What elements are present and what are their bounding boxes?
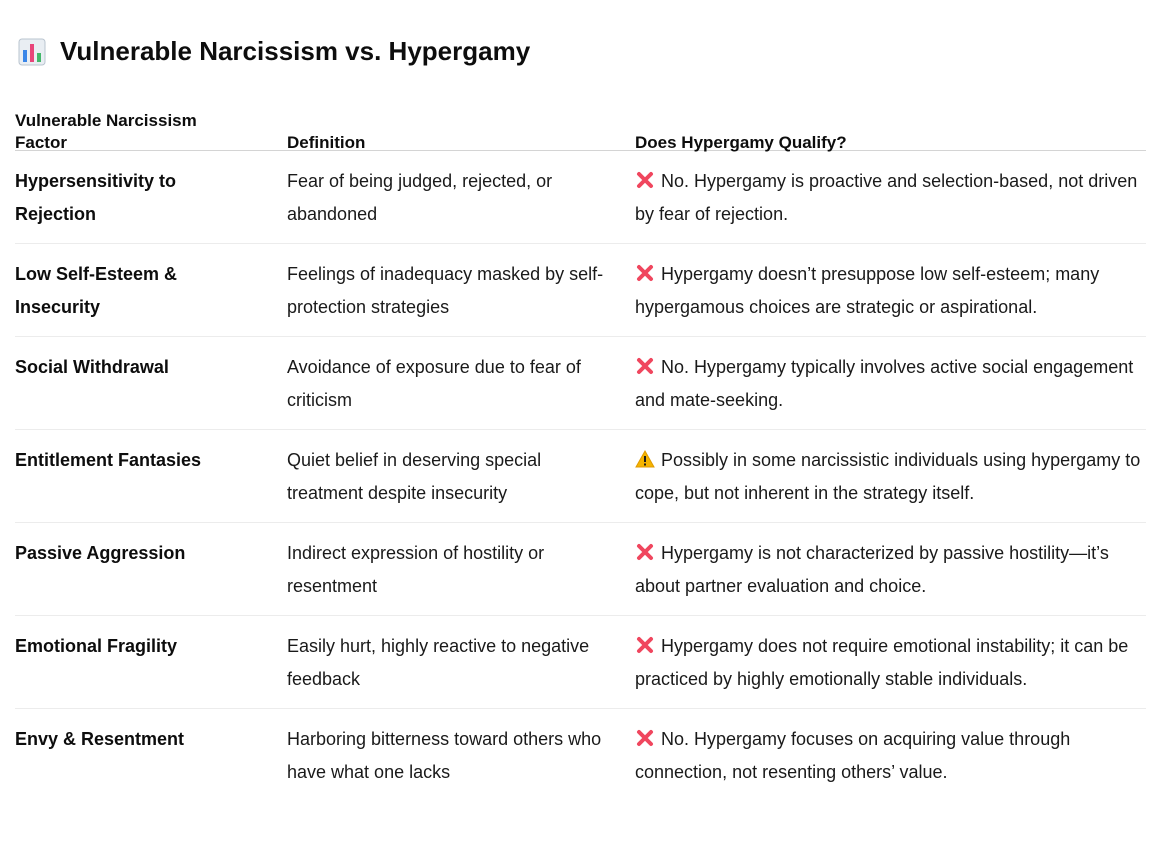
definition-cell: Harboring bitterness toward others who have what one lacks	[287, 729, 602, 782]
qualifies-cell	[635, 244, 1146, 337]
header-factor: Vulnerable Narcissism Factor	[15, 111, 197, 152]
comparison-table	[15, 96, 1146, 802]
table-row	[15, 337, 1146, 430]
factor-cell: Passive Aggression	[15, 543, 186, 563]
header-qualifies: Does Hypergamy Qualify?	[635, 133, 847, 152]
factor-cell: Hypersensitivity to Rejection	[15, 171, 177, 224]
table-row	[15, 523, 1146, 616]
cross-mark-icon	[635, 728, 661, 748]
cross-mark-icon	[635, 263, 661, 283]
warning-icon	[635, 449, 661, 469]
definition-cell: Fear of being judged, rejected, or abandoned	[287, 171, 553, 224]
qualifies-cell	[635, 430, 1146, 523]
page-title-block	[18, 36, 530, 67]
qualifies-cell	[635, 337, 1146, 430]
qualifies-text: Hypergamy does not require emotional instability; it can be practiced by highly emotionally stable individuals.	[635, 636, 1129, 689]
table-row	[15, 244, 1146, 337]
definition-cell: Feelings of inadequacy masked by self-protection strategies	[287, 264, 604, 317]
page-title: Vulnerable Narcissism vs. Hypergamy	[60, 36, 531, 66]
factor-cell: Social Withdrawal	[15, 357, 169, 377]
table-row	[15, 151, 1146, 244]
cross-mark-icon	[635, 170, 661, 190]
definition-cell: Indirect expression of hostility or resentment	[287, 543, 545, 596]
header-definition: Definition	[287, 133, 366, 152]
qualifies-text: Possibly in some narcissistic individuals using hypergamy to cope, but not inherent in the strategy itself.	[635, 450, 1141, 503]
qualifies-text: Hypergamy doesn’t presuppose low self-esteem; many hypergamous choices are strategic or aspirational.	[635, 264, 1100, 317]
qualifies-cell	[635, 151, 1146, 244]
table-header-row	[15, 96, 1146, 151]
qualifies-cell	[635, 616, 1146, 709]
factor-cell: Emotional Fragility	[15, 636, 178, 656]
definition-cell: Easily hurt, highly reactive to negative feedback	[287, 636, 590, 689]
bar-chart-icon	[18, 38, 46, 66]
cross-mark-icon	[635, 635, 661, 655]
cross-mark-icon	[635, 356, 661, 376]
qualifies-text: Hypergamy is not characterized by passive hostility—it’s about partner evaluation and choice.	[635, 543, 1109, 596]
definition-cell: Quiet belief in deserving special treatment despite insecurity	[287, 450, 542, 503]
cross-mark-icon	[635, 542, 661, 562]
qualifies-cell	[635, 523, 1146, 616]
factor-cell: Envy & Resentment	[15, 729, 185, 749]
table-row	[15, 709, 1146, 802]
factor-cell: Entitlement Fantasies	[15, 450, 202, 470]
table-row	[15, 430, 1146, 523]
qualifies-text: No. Hypergamy focuses on acquiring value through connection, not resenting others’ value.	[635, 729, 1071, 782]
qualifies-text: No. Hypergamy is proactive and selection-based, not driven by fear of rejection.	[635, 171, 1138, 224]
factor-cell: Low Self-Esteem & Insecurity	[15, 264, 178, 317]
qualifies-cell	[635, 709, 1146, 802]
qualifies-text: No. Hypergamy typically involves active social engagement and mate-seeking.	[635, 357, 1134, 410]
table-row	[15, 616, 1146, 709]
definition-cell: Avoidance of exposure due to fear of criticism	[287, 357, 581, 410]
